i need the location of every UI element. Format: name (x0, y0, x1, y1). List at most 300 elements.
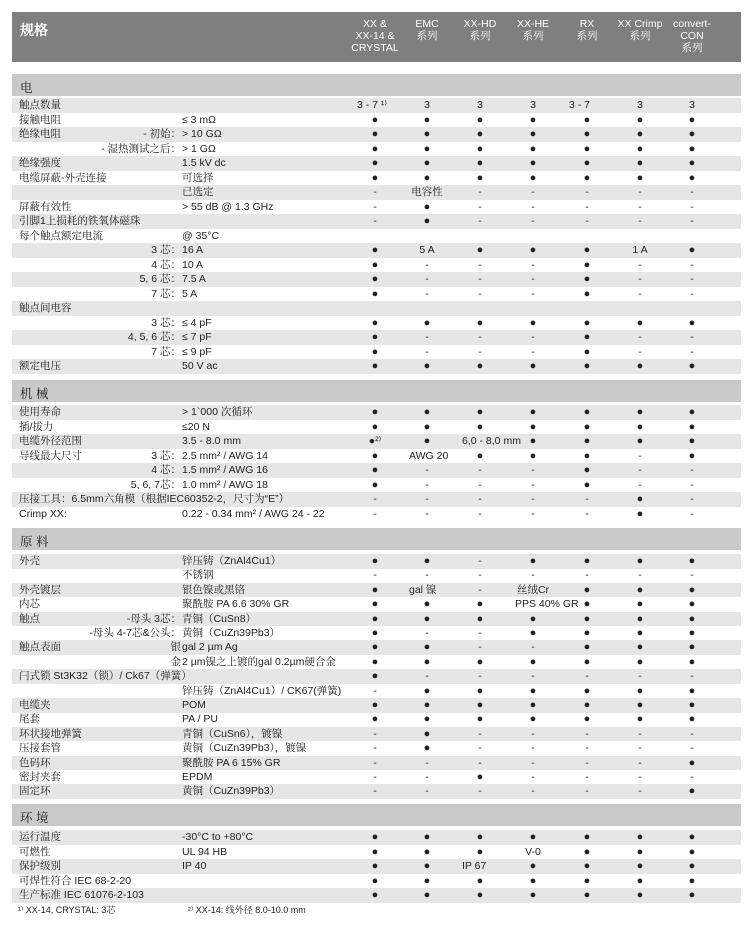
table-cell: ● (636, 713, 644, 726)
row-label: 压接工具：6.5mm六角模（根据IEC60352-2，尺寸为“E”） (19, 493, 290, 505)
table-row (12, 669, 741, 684)
column-header-line: 系列 (681, 42, 703, 54)
table-cell: - (478, 569, 482, 582)
table-cell: ● (423, 612, 431, 625)
row-value: ≤ 3 mΩ (182, 113, 217, 126)
table-cell: ● (371, 316, 379, 329)
table-cell: ● (688, 612, 696, 625)
table-row (12, 830, 741, 845)
table-cell: - (425, 756, 429, 769)
table-cell: ● (688, 756, 696, 769)
row-value: ≤20 N (182, 420, 210, 433)
table-cell: ● (583, 478, 591, 491)
table-cell: ● (583, 258, 591, 271)
table-cell: ●²⁾ (368, 435, 382, 447)
table-cell: ● (636, 555, 644, 567)
table-cell: ● (529, 171, 537, 184)
table-cell: 5 A (419, 244, 435, 256)
table-cell: ● (371, 655, 379, 668)
table-cell: - (478, 215, 482, 227)
row-value: 黄铜（CuZn39Pb3） (182, 627, 281, 639)
table-row (12, 359, 741, 374)
table-row (12, 640, 741, 655)
table-cell: ● (476, 889, 484, 901)
table-cell: ● (583, 360, 591, 372)
row-label: 外壳镀层 (19, 583, 61, 596)
section-header: 电 (12, 74, 741, 96)
table-cell: - (425, 258, 429, 271)
table-cell: ● (688, 555, 696, 567)
table-cell: ● (529, 555, 537, 567)
table-cell: - (373, 569, 377, 582)
table-cell: - (478, 273, 482, 285)
row-label: 接触电阻 (19, 113, 61, 126)
table-cell: - (478, 785, 482, 798)
table-cell: 6,0 - 8,0 mm (462, 435, 521, 447)
row-value: EPDM (182, 771, 213, 783)
row-sublabel: 3 芯： (151, 449, 181, 462)
column-header-line: XX-HD (463, 18, 497, 30)
table-cell: - (690, 742, 694, 755)
table-cell: ● (423, 215, 431, 227)
table-cell: ● (476, 157, 484, 169)
table-row (12, 156, 741, 171)
row-value: 黄铜（CuZn39Pb3），镀镍 (182, 742, 307, 755)
column-header-line: CRYSTAL (351, 42, 399, 54)
column-header-line: EMC (415, 18, 439, 30)
row-label: 屏蔽有效性 (19, 200, 72, 213)
row-label: 额定电压 (19, 360, 61, 372)
table-cell: 丝绒Cr (516, 583, 550, 596)
row-sublabel: 3 芯： (151, 316, 181, 329)
table-cell: - (373, 200, 377, 213)
table-cell: - (531, 742, 535, 755)
table-cell: ● (636, 316, 644, 329)
row-label: 固定环 (19, 785, 51, 798)
table-cell: ● (688, 316, 696, 329)
table-cell: ● (636, 420, 644, 433)
row-sublabel: -母头 3芯： (126, 612, 181, 625)
row-value: 锌压铸（ZnAl4Cu1） (182, 555, 282, 567)
table-cell: ● (583, 142, 591, 155)
table-cell: ● (371, 345, 379, 358)
table-cell: - (531, 345, 535, 358)
table-cell: ● (636, 699, 644, 711)
table-cell: - (478, 493, 482, 505)
table-cell: ● (529, 128, 537, 140)
footnote-2: ²⁾ XX-14: 线外径 8.0-10.0 mm (188, 905, 306, 915)
table-cell: ● (423, 889, 431, 901)
table-cell: - (690, 287, 694, 300)
table-cell: ● (476, 449, 484, 462)
table-cell: - (638, 464, 642, 476)
table-cell: ● (583, 699, 591, 711)
table-cell: ● (371, 360, 379, 372)
table-cell: 电容性 (411, 186, 443, 198)
table-cell: ● (688, 435, 696, 447)
column-header-line: XX-14 & (355, 30, 395, 42)
row-value: 聚酰胺 PA 6.6 30% GR (182, 598, 290, 611)
table-cell: - (638, 200, 642, 213)
row-sublabel: 7 芯： (151, 345, 181, 358)
table-cell: AWG 20 (409, 449, 449, 462)
row-label: Crimp XX: (19, 507, 67, 520)
table-cell: ● (688, 142, 696, 155)
table-cell: - (478, 331, 482, 343)
column-header-line: CON (680, 30, 704, 42)
row-label: 电缆夹 (19, 699, 51, 711)
table-cell: - (690, 771, 694, 783)
column-header-line: 系列 (522, 30, 544, 42)
table-cell: ● (688, 713, 696, 726)
column-header-line: XX & (363, 18, 387, 30)
table-cell: - (585, 186, 589, 198)
table-cell: ● (636, 874, 644, 887)
table-cell: ● (476, 406, 484, 418)
table-cell: - (690, 478, 694, 491)
table-cell: - (638, 756, 642, 769)
table-cell: - (531, 641, 535, 654)
table-row (12, 330, 741, 345)
table-cell: ● (688, 157, 696, 169)
row-label: 电缆外径范围 (19, 435, 82, 447)
table-row (12, 229, 741, 244)
table-row (12, 770, 741, 785)
row-value: ≤ 9 pF (182, 345, 212, 358)
page-title: 规格 (20, 22, 48, 38)
table-cell: ● (371, 598, 379, 611)
table-cell: - (690, 273, 694, 285)
table-cell: ● (371, 583, 379, 596)
table-cell: ● (476, 420, 484, 433)
table-cell: ● (529, 612, 537, 625)
table-cell: ● (371, 627, 379, 639)
table-cell: ● (371, 860, 379, 872)
table-cell: - (531, 200, 535, 213)
table-cell: ● (636, 641, 644, 654)
table-cell: ● (583, 889, 591, 901)
table-row (12, 888, 741, 903)
table-cell: ● (371, 287, 379, 300)
table-cell: ● (688, 874, 696, 887)
table-row (12, 316, 741, 331)
table-row (12, 171, 741, 186)
table-cell: - (585, 727, 589, 740)
table-cell: - (425, 287, 429, 300)
row-sublabel: 4, 5, 6 芯： (127, 331, 181, 343)
table-cell: ● (636, 360, 644, 372)
table-cell: - (585, 670, 589, 683)
row-label: 外壳 (19, 555, 40, 567)
table-cell: - (585, 569, 589, 582)
table-row (12, 874, 741, 889)
table-cell: ● (476, 360, 484, 372)
table-cell: - (638, 273, 642, 285)
table-cell: ● (423, 316, 431, 329)
column-header-line: RX (579, 18, 595, 30)
section-header: 机 械 (12, 380, 741, 402)
table-row (12, 568, 741, 583)
row-label: 每个触点额定电流 (19, 229, 103, 242)
table-cell: 1 A (632, 244, 648, 256)
row-value: 已选定 (182, 186, 214, 198)
table-cell: ● (423, 200, 431, 213)
table-cell: - (373, 785, 377, 798)
table-cell: ● (423, 360, 431, 372)
row-label: 触点数量 (19, 99, 61, 111)
row-value: > 1 GΩ (182, 142, 216, 155)
table-cell: ● (583, 684, 591, 697)
table-cell: 3 - 7 ¹⁾ (357, 99, 388, 111)
row-value: 3.5 - 8.0 mm (182, 435, 241, 447)
table-cell: - (478, 186, 482, 198)
table-cell: ● (371, 171, 379, 184)
table-cell: - (585, 771, 589, 783)
table-cell: ● (583, 113, 591, 126)
row-label: 插/拔力 (19, 420, 54, 433)
table-cell: ● (371, 831, 379, 843)
column-header-6 (652, 18, 732, 54)
table-cell: - (478, 742, 482, 755)
row-value: 1.5 mm² / AWG 16 (182, 464, 268, 476)
table-cell: ● (423, 831, 431, 843)
row-value: 聚酰胺 PA 6 15% GR (182, 756, 281, 769)
table-cell: ● (423, 655, 431, 668)
table-cell: ● (529, 316, 537, 329)
table-cell: ● (371, 406, 379, 418)
table-cell: ● (688, 420, 696, 433)
table-cell: ● (636, 142, 644, 155)
row-sublabel: 金 (170, 655, 181, 668)
table-cell: ● (583, 345, 591, 358)
row-sublabel: 4 芯： (151, 464, 181, 476)
table-cell: ● (529, 655, 537, 668)
row-value: 10 A (182, 258, 204, 271)
row-label: 色码环 (19, 756, 51, 769)
row-value: 16 A (182, 244, 204, 256)
table-row (12, 727, 741, 742)
table-cell: ● (688, 244, 696, 256)
table-row (12, 784, 741, 799)
table-row (12, 142, 741, 157)
table-cell: ● (688, 785, 696, 798)
table-row (12, 420, 741, 435)
table-cell: - (531, 273, 535, 285)
table-cell: ● (529, 360, 537, 372)
table-cell: - (373, 684, 377, 697)
table-cell: ● (583, 331, 591, 343)
table-cell: ● (423, 727, 431, 740)
table-cell: ● (583, 583, 591, 596)
table-cell: - (638, 258, 642, 271)
table-cell: - (531, 478, 535, 491)
table-cell: - (373, 771, 377, 783)
row-label: 绝缘强度 (19, 157, 61, 169)
table-cell: ● (371, 670, 379, 683)
table-row (12, 583, 741, 598)
table-cell: ● (529, 142, 537, 155)
table-cell: ● (529, 684, 537, 697)
table-cell: - (531, 507, 535, 520)
table-cell: ● (583, 860, 591, 872)
table-cell: 3 (477, 99, 483, 111)
table-cell: ● (476, 655, 484, 668)
table-cell: - (585, 507, 589, 520)
row-value: 2 µm镍之上镀的gal 0.2µm硬合金 (182, 655, 336, 668)
table-row (12, 554, 741, 569)
table-cell: - (478, 507, 482, 520)
table-row (12, 612, 741, 627)
row-label: 密封夹套 (19, 771, 61, 783)
table-cell: ● (636, 435, 644, 447)
table-cell: - (531, 215, 535, 227)
table-row (12, 492, 741, 507)
table-cell: ● (583, 157, 591, 169)
table-cell: - (638, 449, 642, 462)
table-cell: ● (583, 555, 591, 567)
table-cell: ● (476, 316, 484, 329)
table-cell: ● (423, 641, 431, 654)
table-cell: ● (636, 845, 644, 858)
table-row (12, 434, 741, 449)
table-cell: - (690, 507, 694, 520)
column-header-line: XX-HE (516, 18, 550, 30)
row-value: @ 35°C (182, 229, 220, 242)
table-cell: - (638, 478, 642, 491)
table-cell: - (425, 478, 429, 491)
table-cell: ● (476, 128, 484, 140)
table-row (12, 287, 741, 302)
table-cell: - (638, 771, 642, 783)
table-cell: - (425, 464, 429, 476)
table-cell: ● (583, 641, 591, 654)
table-cell: ● (583, 316, 591, 329)
table-cell: - (531, 756, 535, 769)
table-cell: - (373, 507, 377, 520)
table-row (12, 597, 741, 612)
table-cell: ● (636, 493, 644, 505)
table-cell: ● (636, 598, 644, 611)
table-cell: - (425, 771, 429, 783)
section-header: 环 境 (12, 804, 741, 826)
table-cell: - (690, 493, 694, 505)
table-row (12, 626, 741, 641)
table-cell: ● (476, 612, 484, 625)
row-sublabel: 5, 6, 7芯： (130, 478, 181, 491)
table-cell: - (478, 756, 482, 769)
table-cell: ● (688, 598, 696, 611)
table-cell: ● (688, 889, 696, 901)
row-sublabel: - 初始： (143, 128, 181, 140)
table-cell: - (478, 641, 482, 654)
table-cell: ● (636, 406, 644, 418)
table-cell: - (690, 186, 694, 198)
row-sublabel: - 湿热测试之后： (101, 142, 181, 155)
table-cell: - (425, 785, 429, 798)
table-cell: ● (423, 845, 431, 858)
table-cell: - (638, 785, 642, 798)
table-cell: ● (636, 157, 644, 169)
table-cell: ● (688, 171, 696, 184)
table-cell: - (585, 756, 589, 769)
table-cell: ● (529, 831, 537, 843)
table-cell: - (425, 273, 429, 285)
table-cell: - (638, 215, 642, 227)
table-cell: ● (688, 113, 696, 126)
table-cell: - (478, 345, 482, 358)
table-row (12, 507, 741, 522)
table-cell: - (690, 727, 694, 740)
table-row (12, 200, 741, 215)
table-cell: ● (529, 713, 537, 726)
table-row (12, 272, 741, 287)
table-cell: - (531, 493, 535, 505)
table-cell: ● (423, 171, 431, 184)
table-cell: - (425, 507, 429, 520)
table-row (12, 449, 741, 464)
table-cell: ● (423, 113, 431, 126)
table-row (12, 301, 741, 316)
row-label: 尾套 (19, 713, 40, 726)
table-cell: - (585, 785, 589, 798)
table-cell: - (638, 670, 642, 683)
table-cell: ● (476, 171, 484, 184)
table-cell: ● (423, 128, 431, 140)
row-label: 闩式锁 St3K32（锁）/ Ck67（弹簧） (19, 670, 192, 683)
table-cell: ● (529, 860, 537, 872)
row-sublabel: 7 芯： (151, 287, 181, 300)
table-cell: ● (583, 713, 591, 726)
table-cell: ● (476, 845, 484, 858)
table-cell: ● (583, 655, 591, 668)
table-cell: - (690, 215, 694, 227)
table-cell: ● (423, 406, 431, 418)
table-cell: ● (529, 627, 537, 639)
table-row (12, 463, 741, 478)
table-cell: ● (371, 420, 379, 433)
table-cell: ● (636, 655, 644, 668)
table-cell: ● (423, 157, 431, 169)
row-label: 使用寿命 (19, 406, 61, 418)
table-cell: ● (476, 684, 484, 697)
row-label: 触点 (19, 612, 40, 625)
table-cell: ● (529, 889, 537, 901)
table-cell: - (531, 670, 535, 683)
table-cell: ● (583, 612, 591, 625)
table-cell: - (373, 493, 377, 505)
table-cell: ● (688, 449, 696, 462)
table-cell: ● (583, 287, 591, 300)
table-cell: ● (636, 831, 644, 843)
table-cell: - (478, 258, 482, 271)
table-cell: ● (423, 874, 431, 887)
table-cell: ● (583, 128, 591, 140)
table-cell: ● (583, 449, 591, 462)
row-label: 运行温度 (19, 831, 61, 843)
table-row (12, 185, 741, 200)
table-cell: - (425, 331, 429, 343)
table-cell: ● (371, 157, 379, 169)
table-row (12, 113, 741, 128)
table-row (12, 845, 741, 860)
table-cell: ● (529, 449, 537, 462)
row-value: > 55 dB @ 1.3 GHz (182, 200, 274, 213)
table-cell: - (478, 627, 482, 639)
table-cell: ● (688, 583, 696, 596)
table-cell: ● (476, 598, 484, 611)
row-value: 2.5 mm² / AWG 14 (182, 449, 268, 462)
row-sublabel: 银 (170, 641, 181, 654)
